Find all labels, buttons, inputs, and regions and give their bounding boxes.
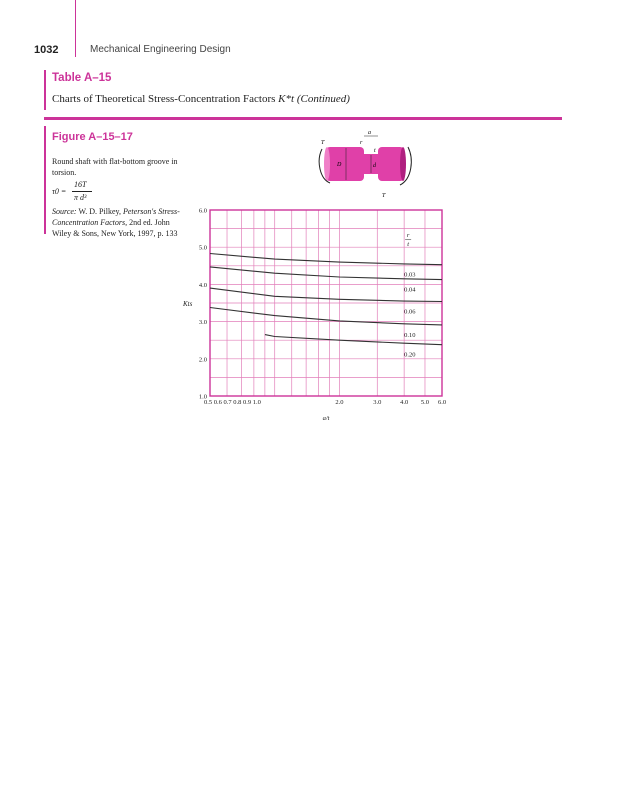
label-a: a — [368, 130, 371, 136]
figure-label: Figure A–15–17 — [52, 131, 133, 143]
x-tick-label: 5.0 — [420, 399, 430, 406]
x-tick-label: 3.0 — [373, 399, 382, 406]
series-label: 0.03 — [404, 271, 416, 279]
source-book: Peterson's Stress-Concentration Factors, — [52, 207, 180, 227]
figure-caption: Round shaft with flat-bottom groove in torsion. — [52, 157, 178, 177]
shaft-left-end — [324, 147, 330, 181]
y-tick-label: 5.0 — [198, 244, 207, 252]
formula-lhs: τ0 = — [52, 187, 67, 196]
label-T-right: T — [382, 193, 386, 199]
formula-fraction-bar — [72, 191, 92, 192]
formula-numerator: 16T — [74, 180, 87, 189]
x-axis-label: a/t — [322, 415, 330, 422]
y-tick-label: 6.0 — [198, 207, 207, 215]
y-tick-label: 4.0 — [198, 281, 207, 289]
table-accent-bar — [44, 70, 46, 110]
shaft-left-body — [326, 147, 364, 181]
series-label: 0.04 — [404, 286, 416, 294]
figure-source — [52, 206, 187, 239]
source-author: W. D. Pilkey, — [78, 207, 121, 216]
nominal-stress-formula — [52, 180, 112, 204]
x-tick-label: 4.0 — [400, 399, 409, 406]
x-tick-label: 6.0 — [437, 399, 447, 406]
x-tick-label: 2.0 — [335, 399, 344, 406]
table-title-symbol: K*t — [278, 93, 295, 105]
formula-denominator: π d³ — [74, 193, 87, 202]
label-D: D — [337, 162, 342, 168]
table-title-text: Charts of Theoretical Stress-Concentration Factors — [52, 93, 276, 105]
shaft-right-end — [400, 147, 406, 181]
series-label: 0.20 — [404, 351, 416, 359]
table-title — [52, 93, 350, 105]
kts-chart — [180, 200, 460, 430]
y-tick-label: 1.0 — [198, 393, 207, 401]
label-r: r — [360, 140, 363, 146]
label-t: t — [374, 148, 376, 154]
legend-title-denominator: t — [407, 240, 410, 248]
y-tick-label: 2.0 — [198, 356, 207, 364]
section-rule — [44, 117, 562, 120]
running-title: Mechanical Engineering Design — [90, 44, 231, 55]
x-tick-labels-low: 0.5 0.6 0.7 0.8 0.9 1.0 — [204, 399, 261, 406]
series-label: 0.06 — [404, 308, 416, 316]
y-tick-label: 3.0 — [198, 319, 207, 327]
source-publisher: 2nd ed. John Wiley & Sons, New York, 1997, p. 133 — [52, 218, 178, 238]
table-title-continued: (Continued) — [296, 93, 350, 105]
label-T-left: T — [321, 140, 325, 146]
y-axis-label: Kts — [183, 300, 193, 308]
shaft-diagram — [318, 127, 414, 199]
legend-title-numerator: r — [406, 231, 410, 239]
header-rule — [75, 0, 76, 57]
source-label: Source: — [52, 207, 77, 216]
table-label: Table A–15 — [52, 72, 112, 84]
label-d: d — [373, 163, 376, 169]
series-label: 0.10 — [404, 331, 416, 339]
page-number: 1032 — [34, 44, 59, 56]
figure-accent-bar — [44, 126, 46, 234]
